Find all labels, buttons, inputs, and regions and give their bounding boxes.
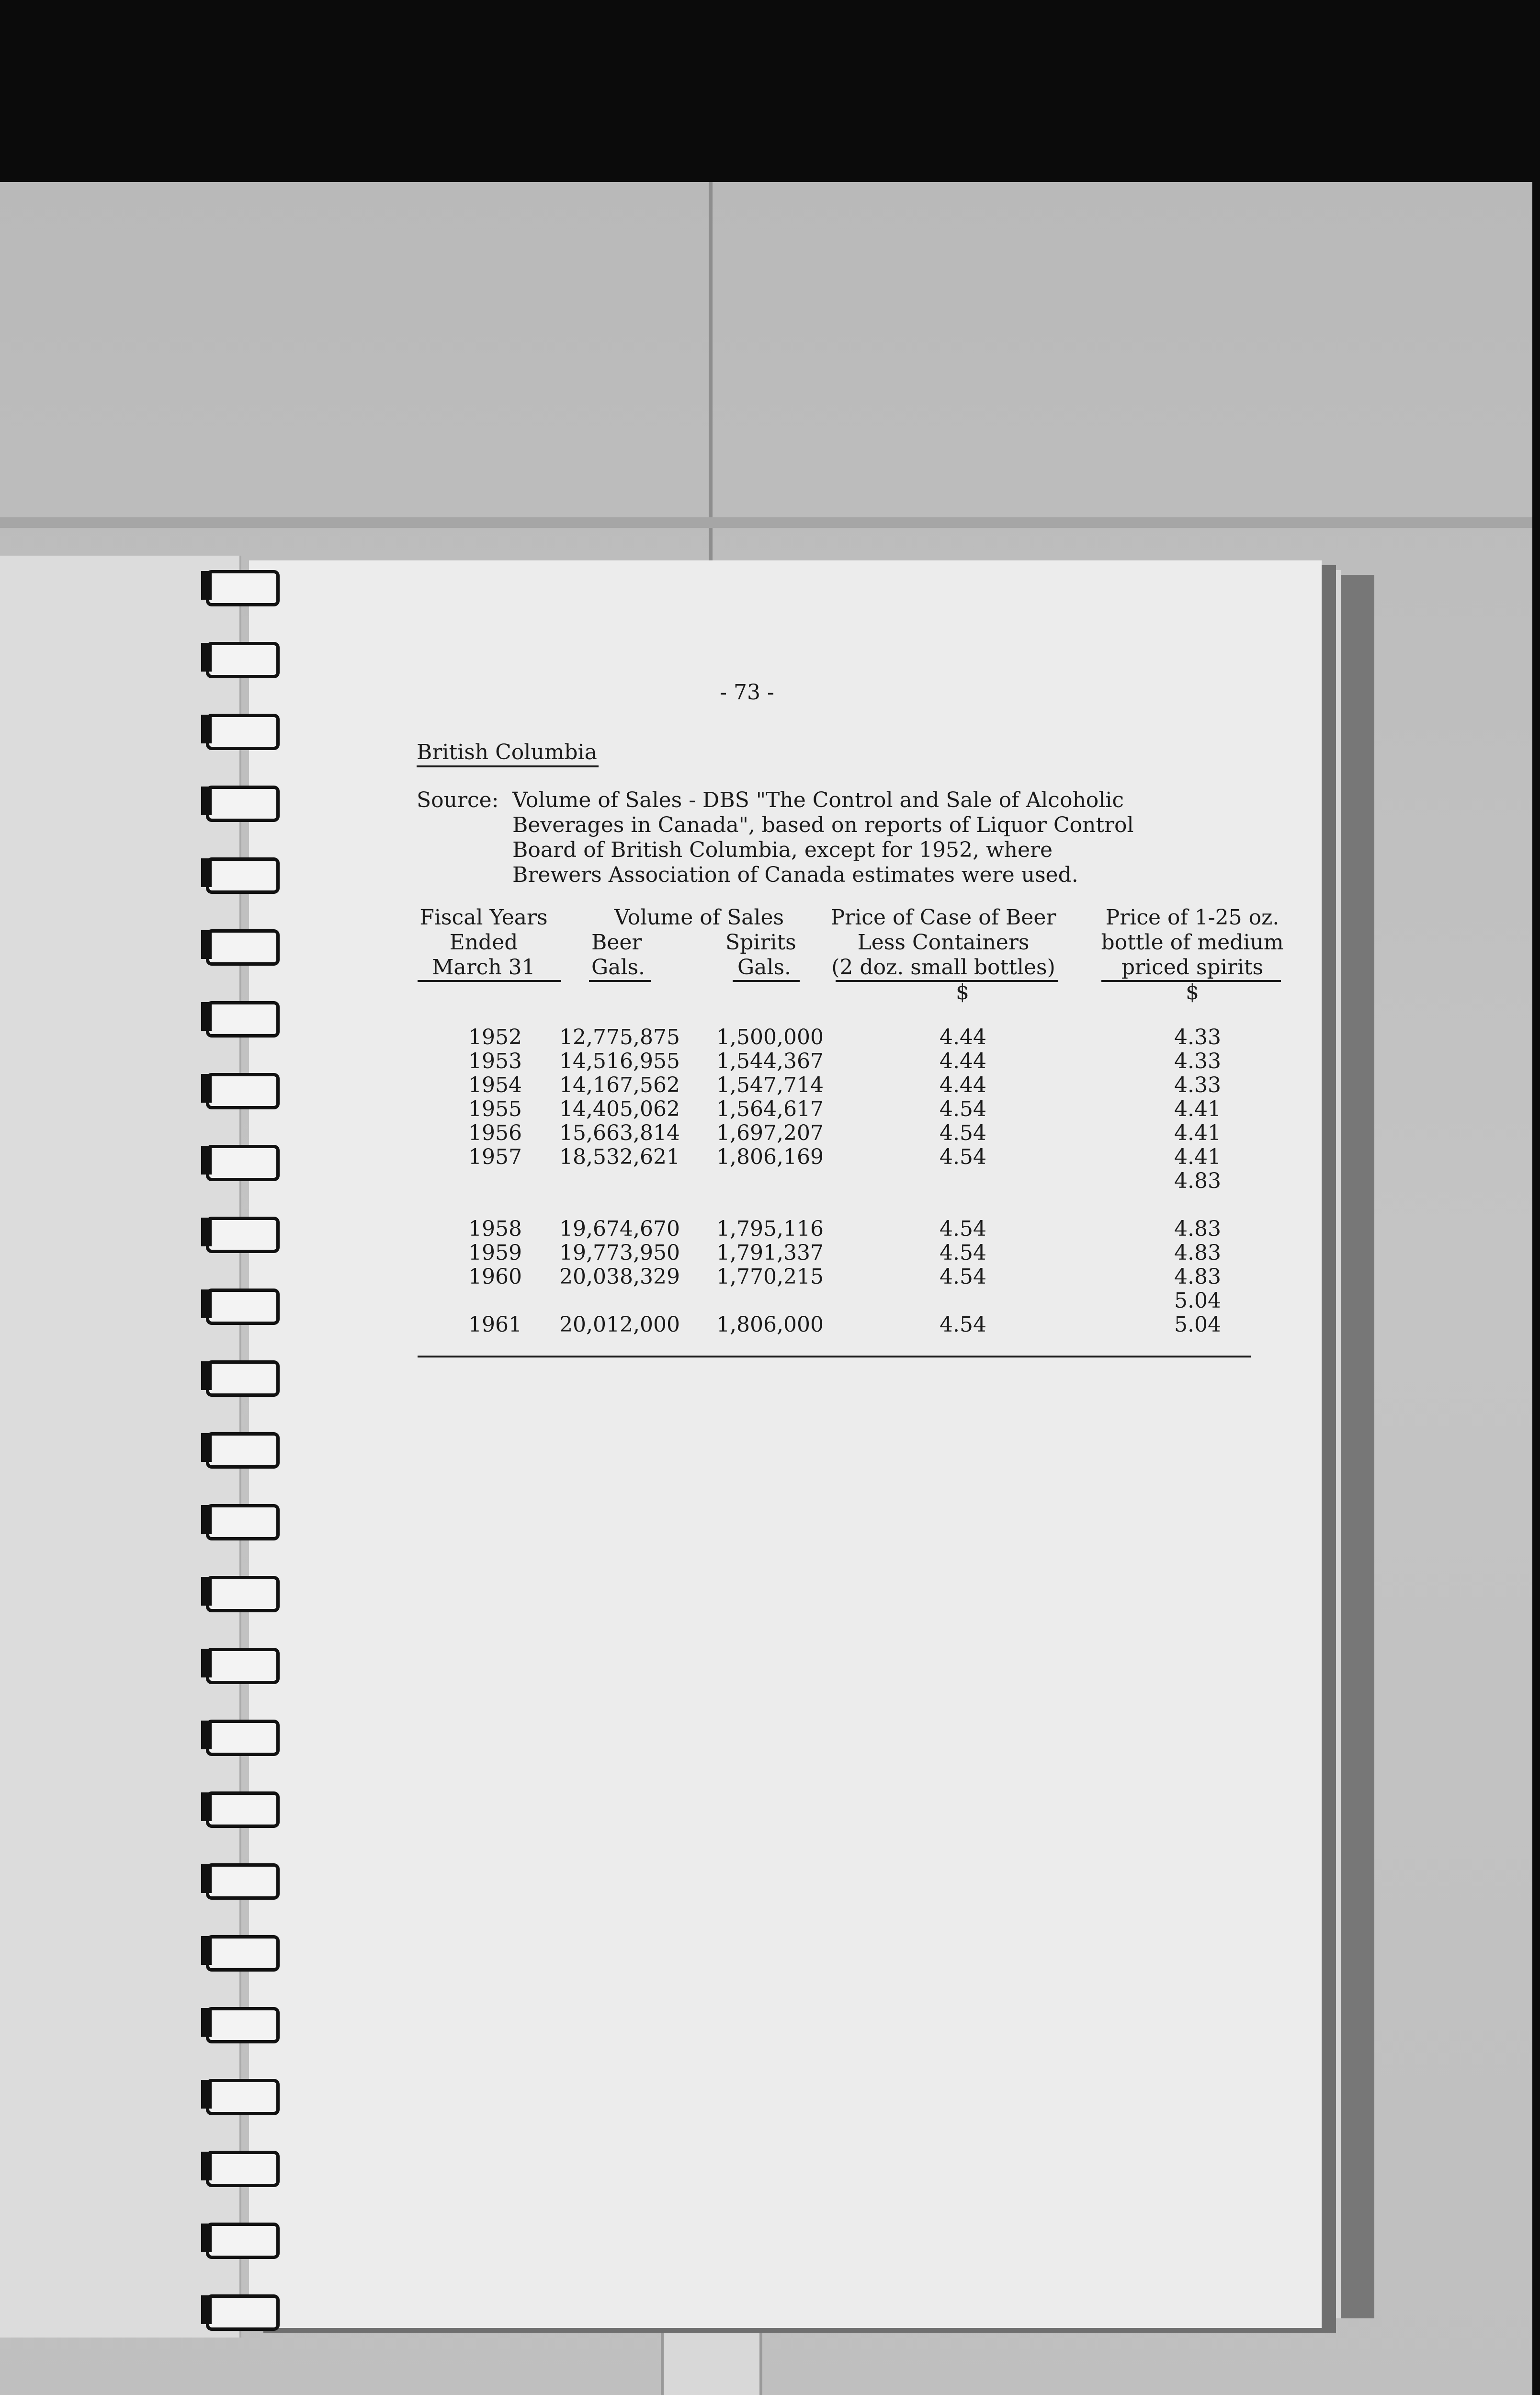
binding-ring [201, 1285, 280, 1324]
binding-ring-clip [201, 1505, 212, 1534]
cell-spirits-price: 5.04 [1174, 1289, 1221, 1313]
table-bottom-rule [418, 1356, 1251, 1357]
header-volume-group: Volume of Sales [614, 905, 784, 930]
binding-ring [201, 782, 280, 821]
binding-ring-loop [206, 2223, 280, 2259]
header-beer-price-unit: $ [956, 980, 969, 1004]
cell-beer: 15,663,814 [559, 1121, 680, 1145]
header-spirits: Spirits [725, 930, 796, 955]
header-beer: Gals. [591, 955, 645, 980]
cell-spirits-price: 4.83 [1174, 1217, 1221, 1241]
binding-ring [201, 638, 280, 677]
binding-ring-clip [201, 1002, 212, 1031]
binding-ring-clip [201, 1649, 212, 1677]
binding-ring [201, 1213, 280, 1252]
backdrop-edge [0, 517, 1532, 528]
cell-spirits: 1,544,367 [716, 1049, 824, 1073]
header-beer-price: (2 doz. small bottles) [831, 955, 1055, 980]
binding-ring [201, 1428, 280, 1468]
source-line: Brewers Association of Canada estimates were used. [512, 863, 1078, 887]
binding-ring-clip [201, 1074, 212, 1103]
cell-spirits-price: 4.83 [1174, 1265, 1221, 1289]
binding-ring-loop [206, 1432, 280, 1469]
cell-spirits: 1,806,169 [716, 1145, 824, 1169]
binding-ring-clip [201, 571, 212, 600]
binding-ring-clip [201, 1721, 212, 1749]
section-title: British Columbia [417, 740, 597, 764]
header-fiscal: Ended [449, 930, 518, 955]
cell-beer-price: 4.44 [940, 1073, 986, 1097]
cell-beer: 19,674,670 [559, 1217, 680, 1241]
binding-ring-clip [201, 1936, 212, 1965]
cell-spirits-price: 4.83 [1174, 1169, 1221, 1193]
header-spirits-price: priced spirits [1121, 955, 1264, 980]
binding-ring-clip [201, 1577, 212, 1606]
cell-beer-price: 4.44 [940, 1025, 986, 1049]
stand-post [661, 2328, 762, 2395]
binding-ring-loop [206, 2151, 280, 2187]
cell-spirits-price: 4.41 [1174, 1097, 1221, 1121]
header-spirits-price: bottle of medium [1101, 930, 1284, 955]
cell-spirits: 1,564,617 [716, 1097, 824, 1121]
page-number: - 73 - [720, 680, 774, 705]
binding-ring-loop [206, 1073, 280, 1109]
binding-ring-clip [201, 2080, 212, 2109]
cell-beer: 14,405,062 [559, 1097, 680, 1121]
binding-ring [201, 925, 280, 965]
binding-ring-loop [206, 714, 280, 750]
header-underline [733, 980, 800, 982]
binding-ring-loop [206, 1145, 280, 1181]
source-line: Volume of Sales - DBS "The Control and Sale of Alcoholic [512, 788, 1124, 812]
binding-ring [201, 1931, 280, 1971]
binding-ring [201, 710, 280, 749]
cell-beer-price: 4.54 [940, 1145, 986, 1169]
cell-beer: 14,167,562 [559, 1073, 680, 1097]
header-underline [418, 980, 561, 982]
binding-ring [201, 2075, 280, 2114]
cell-beer: 19,773,950 [559, 1241, 680, 1265]
cell-spirits: 1,697,207 [716, 1121, 824, 1145]
binding-ring [201, 1357, 280, 1396]
header-beer: Beer [591, 930, 642, 955]
page-edge [1322, 570, 1341, 2318]
binding-ring-clip [201, 930, 212, 959]
binding-ring [201, 2291, 280, 2330]
binding-ring-clip [201, 2295, 212, 2324]
cell-beer-price: 4.54 [940, 1241, 986, 1265]
cell-year: 1960 [468, 1265, 522, 1289]
cell-year: 1953 [468, 1049, 522, 1073]
binding-ring [201, 1788, 280, 1827]
cell-year: 1952 [468, 1025, 522, 1049]
binding-ring-clip [201, 2152, 212, 2180]
cell-beer: 20,038,329 [559, 1265, 680, 1289]
binding-ring-loop [206, 1504, 280, 1540]
binding-ring [201, 854, 280, 893]
header-beer-price: Less Containers [857, 930, 1030, 955]
binding-ring-loop [206, 1360, 280, 1397]
header-fiscal: Fiscal Years [419, 905, 548, 930]
binding-ring-clip [201, 1361, 212, 1390]
binding-ring-loop [206, 2007, 280, 2043]
binding-ring [201, 1069, 280, 1108]
cell-beer-price: 4.54 [940, 1097, 986, 1121]
cell-spirits-price: 4.83 [1174, 1241, 1221, 1265]
cell-spirits-price: 4.41 [1174, 1121, 1221, 1145]
binding-ring [201, 1859, 280, 1899]
cell-year: 1956 [468, 1121, 522, 1145]
cell-spirits: 1,770,215 [716, 1265, 824, 1289]
binding-ring [201, 566, 280, 605]
cell-year: 1955 [468, 1097, 522, 1121]
cell-spirits: 1,791,337 [716, 1241, 824, 1265]
binding-ring-loop [206, 1935, 280, 1972]
backdrop-fold [709, 182, 713, 565]
cell-year: 1957 [468, 1145, 522, 1169]
cell-beer: 12,775,875 [559, 1025, 680, 1049]
binding-ring [201, 2219, 280, 2258]
cell-spirits-price: 4.33 [1174, 1073, 1221, 1097]
binding-ring-loop [206, 642, 280, 678]
binding-ring-loop [206, 1289, 280, 1325]
binding-ring-loop [206, 1720, 280, 1756]
cell-beer: 20,012,000 [559, 1312, 680, 1337]
binding-ring [201, 997, 280, 1037]
cell-spirits: 1,806,000 [716, 1312, 824, 1337]
binding-ring-clip [201, 1146, 212, 1175]
binding-ring [201, 2147, 280, 2186]
header-spirits-price: Price of 1-25 oz. [1105, 905, 1280, 930]
binding-ring-loop [206, 570, 280, 606]
binding-ring [201, 1572, 280, 1611]
page-shadow [1341, 575, 1374, 2318]
binding-ring-clip [201, 2008, 212, 2037]
binding-ring-clip [201, 1289, 212, 1318]
cell-year: 1959 [468, 1241, 522, 1265]
binding-ring-loop [206, 1863, 280, 1900]
binding-ring-loop [206, 786, 280, 822]
binding-ring-loop [206, 1217, 280, 1253]
cell-beer-price: 4.44 [940, 1049, 986, 1073]
binding-ring-clip [201, 1864, 212, 1893]
cell-beer: 14,516,955 [559, 1049, 680, 1073]
source-label: Source: [417, 788, 499, 812]
header-spirits: Gals. [737, 955, 792, 980]
header-beer-price: Price of Case of Beer [830, 905, 1056, 930]
cell-spirits-price: 4.41 [1174, 1145, 1221, 1169]
binding-ring-clip [201, 2224, 212, 2252]
binding-ring [201, 1644, 280, 1683]
cell-year: 1958 [468, 1217, 522, 1241]
source-line: Board of British Columbia, except for 1952, where [512, 838, 1053, 862]
cell-beer-price: 4.54 [940, 1312, 986, 1337]
binding-ring-loop [206, 1576, 280, 1612]
binding-ring-loop [206, 1648, 280, 1684]
binding-ring-loop [206, 2079, 280, 2115]
binding-ring-loop [206, 929, 280, 966]
cell-year: 1961 [468, 1312, 522, 1337]
binding-ring-clip [201, 715, 212, 743]
binding-ring-loop [206, 857, 280, 894]
section-title-underline [417, 765, 599, 767]
binding-ring-loop [206, 1001, 280, 1038]
binding-ring-clip [201, 1433, 212, 1462]
binding-ring [201, 1500, 280, 1540]
binding-ring-loop [206, 1791, 280, 1828]
binding-ring-clip [201, 787, 212, 815]
cell-spirits: 1,500,000 [716, 1025, 824, 1049]
binding-ring [201, 2003, 280, 2042]
binding-ring [201, 1716, 280, 1755]
binding-ring-clip [201, 858, 212, 887]
binding-ring-clip [201, 643, 212, 672]
cell-beer-price: 4.54 [940, 1265, 986, 1289]
cell-beer: 18,532,621 [559, 1145, 680, 1169]
cell-spirits: 1,795,116 [716, 1217, 824, 1241]
binding-ring-loop [206, 2294, 280, 2331]
cell-beer-price: 4.54 [940, 1121, 986, 1145]
cell-spirits-price: 4.33 [1174, 1025, 1221, 1049]
cell-beer-price: 4.54 [940, 1217, 986, 1241]
header-spirits-price-unit: $ [1186, 980, 1199, 1004]
binding-ring-clip [201, 1218, 212, 1246]
cell-spirits-price: 4.33 [1174, 1049, 1221, 1073]
header-fiscal: March 31 [432, 955, 535, 980]
binding-ring [201, 1141, 280, 1180]
header-underline [589, 980, 651, 982]
binding-ring-clip [201, 1792, 212, 1821]
cell-spirits-price: 5.04 [1174, 1312, 1221, 1337]
cell-spirits: 1,547,714 [716, 1073, 824, 1097]
source-line: Beverages in Canada", based on reports of Liquor Control [512, 813, 1134, 837]
cell-year: 1954 [468, 1073, 522, 1097]
